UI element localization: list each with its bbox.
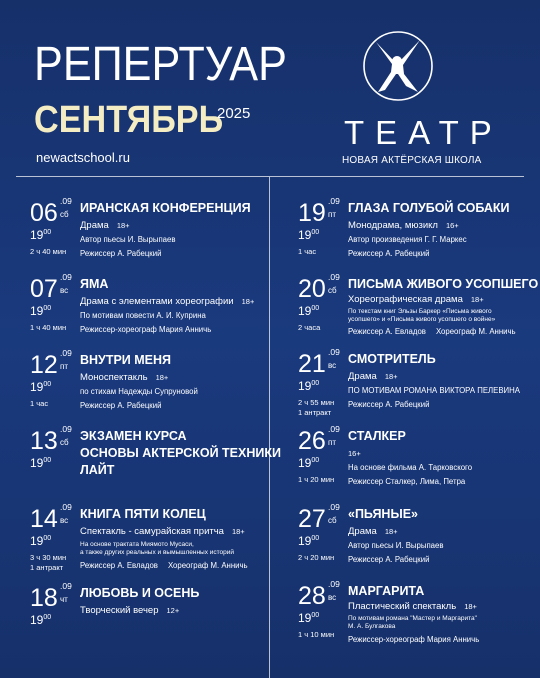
event-0912[interactable] — [30, 348, 270, 412]
event-duration: 1 ч 10 мин — [298, 630, 335, 639]
event-genre: Драма с элементами хореографии 18+ — [80, 296, 255, 307]
event-info-line2: а также других реальных и вымышленных историй — [80, 549, 235, 556]
age-rating: 16+ — [348, 449, 361, 458]
event-title-line2: ОСНОВЫ АКТЕРСКОЙ ТЕХНИКИ — [80, 446, 281, 460]
event-month: .09 — [328, 579, 340, 589]
event-day: 07 — [30, 275, 58, 303]
event-director: Режиссер А. Евладов Хореограф М. Анничь — [348, 327, 516, 336]
event-time: $19^{00}$ — [30, 228, 52, 242]
event-info-line1: По мотивам романа "Мастер и Маргарита" — [348, 615, 477, 622]
age-rating: 18+ — [384, 372, 398, 381]
event-info-line1: На основе трактата Миямото Мусаси, — [80, 541, 194, 548]
age-rating: 18+ — [231, 527, 245, 536]
event-director: Режиссер-хореограф Мария Анничь — [348, 635, 480, 644]
event-day: 20 — [298, 275, 326, 303]
event-info: Автор пьесы И. Вырыпаев — [348, 541, 444, 550]
header-divider — [16, 176, 524, 177]
event-duration: 3 ч 30 мин — [30, 553, 67, 562]
event-title: КНИГА ПЯТИ КОЛЕЦ — [80, 507, 206, 521]
age-rating: 16+ — [445, 221, 459, 230]
event-weekday: вс — [328, 593, 337, 602]
event-month: .09 — [60, 581, 72, 591]
event-0906[interactable] — [30, 196, 270, 260]
event-director: Режиссер А. Евладов Хореограф М. Анничь — [80, 561, 248, 570]
event-month: .09 — [328, 196, 340, 206]
event-time: $19^{00}$ — [298, 611, 320, 625]
age-rating: 18+ — [241, 297, 255, 306]
event-info: Автор пьесы И. Вырыпаев — [80, 235, 176, 244]
logo-subtitle: НОВАЯ АКТЁРСКАЯ ШКОЛА — [342, 155, 482, 166]
event-genre: Хореографическая драма 18+ — [348, 294, 484, 305]
event-title: ВНУТРИ МЕНЯ — [80, 353, 172, 367]
event-genre: Драма 18+ — [348, 526, 398, 537]
event-month: .09 — [60, 424, 72, 434]
event-director: Режиссер А. Рабецкий — [348, 555, 430, 564]
event-time: $19^{00}$ — [30, 456, 52, 470]
event-weekday: сб — [328, 286, 337, 295]
event-day: 21 — [298, 350, 326, 378]
event-month: .09 — [60, 502, 72, 512]
event-weekday: сб — [328, 516, 337, 525]
poster-header — [0, 0, 540, 175]
age-rating: 18+ — [470, 295, 484, 304]
event-0913[interactable] — [30, 424, 281, 488]
age-rating: 18+ — [155, 373, 169, 382]
event-duration: 1 ч 20 мин — [298, 475, 335, 484]
event-day: 26 — [298, 427, 326, 455]
theatre-logo — [330, 30, 510, 170]
event-0927[interactable] — [298, 502, 538, 566]
event-duration: 1 ч 40 мин — [30, 323, 67, 332]
event-title: «ПЬЯНЫЕ» — [348, 507, 418, 521]
event-info: ПО МОТИВАМ РОМАНА ВИКТОРА ПЕЛЕВИНА — [348, 386, 520, 395]
event-day: 19 — [298, 199, 326, 227]
event-title-line3: ЛАЙТ — [80, 463, 115, 477]
logo-name: ТЕАТР — [344, 114, 503, 151]
event-title: МАРГАРИТА — [348, 584, 425, 598]
event-duration: 2 часа — [298, 323, 321, 332]
event-time: $19^{00}$ — [30, 534, 52, 548]
event-director: Режиссер-хореограф Мария Анничь — [80, 325, 212, 334]
event-duration: 2 ч 55 мин — [298, 398, 335, 407]
event-duration: 2 ч 40 мин — [30, 247, 67, 256]
event-genre: Монодрама, мюзикл 16+ — [348, 220, 459, 231]
event-month: .09 — [328, 347, 340, 357]
event-director: Режиссер А. Рабецкий — [80, 401, 162, 410]
event-0918[interactable] — [30, 581, 270, 630]
event-title: СТАЛКЕР — [348, 429, 406, 443]
event-genre: Драма 18+ — [80, 220, 130, 231]
month-title: СЕНТЯБРЬ — [34, 99, 224, 141]
event-day: 14 — [30, 505, 58, 533]
event-month: .09 — [328, 502, 340, 512]
event-duration: 1 час — [298, 247, 317, 256]
event-title: ЭКЗАМЕН КУРСА — [80, 429, 187, 443]
event-info: по стихам Надежды Супруновой — [80, 387, 198, 396]
event-day: 06 — [30, 199, 58, 227]
event-director: Режиссер Сталкер, Лима, Петра — [348, 477, 466, 486]
event-weekday: вс — [60, 516, 69, 525]
event-weekday: пт — [328, 438, 336, 447]
event-weekday: пт — [328, 210, 336, 219]
event-info-line1: По текстам книг Эльзы Баркер «Письма живого — [348, 308, 492, 315]
year-label: 2025 — [217, 105, 251, 122]
event-director: Режиссер А. Рабецкий — [80, 249, 162, 258]
event-duration: 1 час — [30, 399, 49, 408]
event-time: $19^{00}$ — [298, 456, 320, 470]
event-day: 13 — [30, 427, 58, 455]
event-0914[interactable] — [30, 502, 270, 576]
event-title: ЯМА — [80, 277, 109, 291]
event-time: $19^{00}$ — [30, 304, 52, 318]
event-day: 28 — [298, 582, 326, 610]
event-time: $19^{00}$ — [30, 380, 52, 394]
event-genre: Спектакль - самурайская притча 18+ — [80, 526, 245, 537]
event-weekday: чт — [60, 595, 68, 604]
event-title: СМОТРИТЕЛЬ — [348, 352, 436, 366]
event-0920[interactable] — [298, 272, 539, 341]
event-title: ЛЮБОВЬ И ОСЕНЬ — [80, 586, 200, 600]
event-0926[interactable] — [298, 424, 538, 488]
event-weekday: вс — [328, 361, 337, 370]
event-month: .09 — [60, 196, 72, 206]
event-time: $19^{00}$ — [298, 228, 320, 242]
event-weekday: пт — [60, 362, 68, 371]
event-duration: 2 ч 20 мин — [298, 553, 335, 562]
event-intermission: 1 антракт — [298, 408, 332, 417]
event-info: Автор произведения Г. Г. Маркес — [348, 235, 467, 244]
event-info-line2: усопшего» и «Письма живого усопшего о войне» — [348, 316, 496, 323]
event-day: 27 — [298, 505, 326, 533]
event-genre: Пластический спектакль 18+ — [348, 601, 477, 612]
event-weekday: сб — [60, 438, 69, 447]
event-time: $19^{00}$ — [298, 534, 320, 548]
event-day: 18 — [30, 584, 58, 612]
event-0919[interactable] — [298, 196, 538, 260]
event-title: ГЛАЗА ГОЛУБОЙ СОБАКИ — [348, 201, 510, 215]
event-genre: Моноспектакль 18+ — [80, 372, 169, 383]
event-time: $19^{00}$ — [30, 613, 52, 627]
website-link[interactable]: newactschool.ru — [36, 150, 130, 165]
age-rating: 18+ — [464, 602, 477, 611]
event-genre: Драма 18+ — [348, 371, 398, 382]
event-0921[interactable] — [298, 347, 538, 417]
event-title: ИРАНСКАЯ КОНФЕРЕНЦИЯ — [80, 201, 251, 215]
event-month: .09 — [328, 272, 340, 282]
event-month: .09 — [60, 348, 72, 358]
event-0928[interactable] — [298, 579, 538, 653]
event-intermission: 1 антракт — [30, 563, 64, 572]
event-director: Режиссер А. Рабецкий — [348, 249, 430, 258]
event-weekday: сб — [60, 210, 69, 219]
event-month: .09 — [60, 272, 72, 282]
page-title: РЕПЕРТУАР — [34, 38, 287, 91]
event-weekday: вс — [60, 286, 69, 295]
age-rating: 18+ — [384, 527, 398, 536]
dancer-figure-icon — [363, 30, 433, 102]
event-month: .09 — [328, 424, 340, 434]
event-info-line2: М. А. Булгакова — [348, 623, 396, 630]
event-0907[interactable] — [30, 272, 270, 336]
age-rating: 12+ — [166, 606, 180, 615]
event-genre: Творческий вечер 12+ — [80, 605, 180, 616]
age-rating: 18+ — [116, 221, 130, 230]
event-time: $19^{00}$ — [298, 379, 320, 393]
event-director: Режиссер А. Рабецкий — [348, 400, 430, 409]
event-info: На основе фильма А. Тарковского — [348, 463, 473, 472]
event-day: 12 — [30, 351, 58, 379]
event-title: ПИСЬМА ЖИВОГО УСОПШЕГО — [348, 277, 539, 291]
event-time: $19^{00}$ — [298, 304, 320, 318]
event-info: По мотивам повести А. И. Куприна — [80, 311, 206, 320]
